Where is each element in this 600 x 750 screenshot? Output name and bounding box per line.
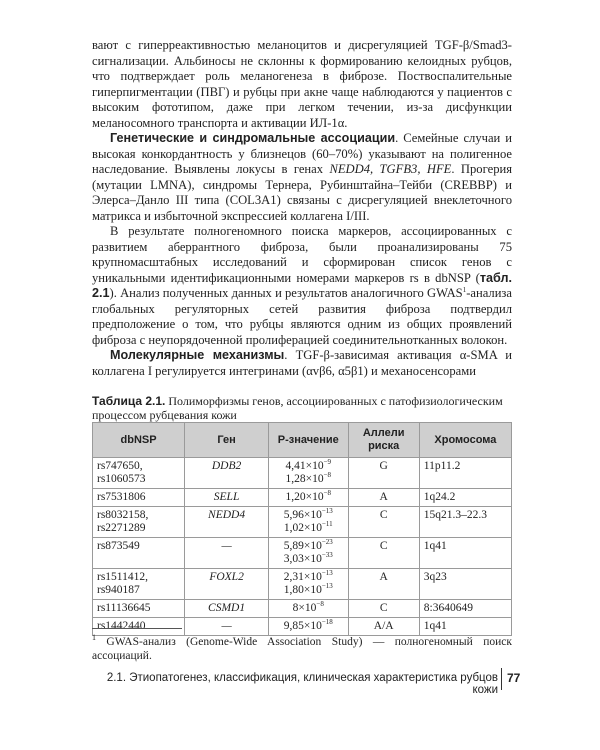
cell-chromosome: 15q21.3–22.3: [419, 507, 511, 538]
cell-risk-allele: A: [348, 489, 419, 507]
p-value: [273, 522, 344, 535]
cell-p-value: [268, 538, 348, 569]
header-dbnsp: dbNSP: [93, 423, 185, 458]
table-row: [93, 489, 512, 507]
cell-dbnsp: [93, 489, 185, 507]
paragraph-4-text: . TGF-β-зависимая активация α-SMA и коллагена I регулируется интегринами (αvβ6, α5β1) и механосенсорами: [92, 348, 512, 378]
p-value-exponent: −23: [321, 538, 333, 547]
snp-id: rs7531806: [97, 491, 146, 503]
p-value: [273, 620, 344, 633]
cell-dbnsp: [93, 507, 185, 538]
footer-divider: [501, 668, 502, 690]
cell-gene: CSMD1: [185, 600, 269, 618]
paragraph-3: [92, 224, 512, 348]
table-row: [93, 507, 512, 538]
p-value-exponent: −13: [321, 507, 333, 516]
p-value-exponent: −11: [321, 520, 333, 529]
p-value-mantissa: 1,80×10: [283, 584, 322, 596]
paragraph-2-genes: NEDD4, TGFB3, HFE: [329, 162, 452, 176]
snp-id: rs11136645: [97, 602, 151, 614]
p-value-exponent: −13: [321, 569, 333, 578]
cell-dbnsp: [93, 458, 185, 489]
paragraph-2: [92, 131, 512, 224]
p-value-exponent: −13: [321, 582, 333, 591]
paragraph-2-text-a: . Семейные случаи и высокая конкордантность у близнецов (60–70%) указывают на полигенное наследование. Выявлены локусы в генах: [92, 131, 513, 176]
snp-id: rs747650,: [97, 460, 143, 472]
cell-p-value: [268, 569, 348, 600]
p-value: [273, 473, 344, 486]
snp-id: rs940187: [97, 584, 140, 596]
snp-id: rs8032158,: [97, 509, 149, 521]
footnote-mark: 1: [92, 633, 96, 643]
cell-p-value: [268, 618, 348, 636]
paragraph-3-text-c: -анализа глобальных регуляторных сетей развития фиброза подтвердил предположение о том, что рубцы являются одним из общих проявлений фиброза с неупорядоченной пролиферацией соединительнотканных волокон.: [92, 286, 512, 347]
p-value-mantissa: 9,85×10: [283, 620, 322, 632]
table-row: [93, 569, 512, 600]
cell-p-value: [268, 489, 348, 507]
paragraph-1: вают с гиперреактивностью меланоцитов и дисрегуляцией TGF-β/Smad3-сигнализации. Альбиносы не склонны к формированию келоидных рубцов, что подтверждает роль меланогенеза в фиброзе. Поствоспалительные гиперпигментации (ПВГ) и рубцы при акне чаще наблюдаются у пациентов с высоким фототипом, даже при легком течении, из-за дисфункции меланосомного транспорта и активации ИЛ-1α.: [92, 38, 512, 130]
cell-risk-allele: G: [348, 458, 419, 489]
header-chromosome: Хромосома: [419, 423, 511, 458]
table-reference: табл. 2.1: [92, 270, 512, 300]
p-value: [273, 553, 344, 566]
cell-risk-allele: C: [348, 600, 419, 618]
snp-id: rs873549: [97, 540, 140, 552]
table-caption-label: Таблица 2.1.: [92, 394, 166, 408]
p-value-mantissa: 4,41×10: [285, 460, 324, 472]
cell-chromosome: 1q41: [419, 618, 511, 636]
p-value-mantissa: 8×10: [292, 602, 317, 614]
cell-gene: NEDD4: [185, 507, 269, 538]
p-value-mantissa: 2,31×10: [283, 571, 322, 583]
cell-chromosome: 1q41: [419, 538, 511, 569]
cell-p-value: [268, 458, 348, 489]
cell-risk-allele: A/A: [348, 618, 419, 636]
table-caption: [92, 394, 512, 422]
cell-chromosome: 8:3640649: [419, 600, 511, 618]
p-value-exponent: −8: [323, 471, 332, 480]
paragraph-3-text-b: ). Анализ полученных данных и результатов аналогичного GWAS: [109, 286, 463, 300]
table-row: [93, 618, 512, 636]
footnote-divider: [92, 628, 182, 629]
cell-dbnsp: [93, 538, 185, 569]
p-value-mantissa: 1,20×10: [285, 491, 324, 503]
cell-risk-allele: C: [348, 507, 419, 538]
running-title: 2.1. Этиопатогенез, классификация, клиническая характеристика рубцов кожи: [106, 672, 498, 696]
snp-id: rs2271289: [97, 522, 146, 534]
p-value-exponent: −9: [323, 458, 332, 467]
cell-dbnsp: [93, 569, 185, 600]
table-caption-text: Полиморфизмы генов, ассоциированных с патофизиологическим процессом рубцевания кожи: [92, 394, 503, 422]
table-body: [93, 458, 512, 636]
p-value-mantissa: 3,03×10: [283, 553, 322, 565]
cell-chromosome: 1q24.2: [419, 489, 511, 507]
p-value: [273, 602, 344, 615]
header-p-value: Р-значение: [268, 423, 348, 458]
snp-id: rs1060573: [97, 473, 146, 485]
cell-gene: SELL: [185, 489, 269, 507]
p-value-mantissa: 5,89×10: [283, 540, 322, 552]
paragraph-2-text-b: . Прогерия (мутации LMNA), синдромы Тернера, Рубинштайна–Тейби (CREBBP) и Элерса–Данло III типа (COL3A1) связаны с дисрегуляцией внеклеточного матрикса и избыточной экспрессией коллагена I/III.: [92, 162, 513, 223]
p-value-exponent: −8: [323, 489, 332, 498]
section-lead-genetic: Генетические и синдромальные ассоциации: [110, 131, 396, 145]
footnote-ref: 1: [462, 285, 467, 294]
cell-gene: —: [185, 538, 269, 569]
page-number: 77: [507, 671, 521, 685]
footnote-text: GWAS-анализ (Genome-Wide Association Study) — полногеномный поиск ассоциаций.: [92, 636, 512, 662]
p-value-exponent: −8: [316, 600, 324, 609]
p-value-exponent: −18: [321, 618, 333, 627]
table-row: [93, 458, 512, 489]
cell-p-value: [268, 600, 348, 618]
snp-id: rs1442440: [97, 620, 146, 632]
footnote: [92, 635, 512, 663]
cell-chromosome: 3q23: [419, 569, 511, 600]
p-value-mantissa: 1,02×10: [283, 522, 322, 534]
paragraph-3-text-a: В результате полногеномного поиска маркеров, ассоциированных с развитием аберрантного фиброза, были проанализированы 75 крупномасштабных исследований и сформирован список генов с уникальными идентификационными номерами маркеров rs в dbNSP (: [92, 224, 512, 285]
table-header-row: [93, 423, 512, 458]
cell-dbnsp: [93, 600, 185, 618]
p-value-exponent: −33: [321, 551, 333, 560]
header-risk-alleles: Аллели риска: [348, 423, 419, 458]
p-value-mantissa: 1,28×10: [285, 473, 324, 485]
table-row: [93, 538, 512, 569]
cell-gene: —: [185, 618, 269, 636]
cell-gene: FOXL2: [185, 569, 269, 600]
cell-chromosome: 11p11.2: [419, 458, 511, 489]
cell-dbnsp: [93, 618, 185, 636]
p-value-mantissa: 5,96×10: [283, 509, 322, 521]
cell-risk-allele: A: [348, 569, 419, 600]
cell-gene: DDB2: [185, 458, 269, 489]
table-row: [93, 600, 512, 618]
p-value: [273, 584, 344, 597]
gene-polymorphism-table: [92, 422, 512, 636]
paragraph-4: [92, 348, 512, 379]
cell-p-value: [268, 507, 348, 538]
snp-id: rs1511412,: [97, 571, 149, 583]
p-value: [273, 491, 344, 504]
cell-risk-allele: C: [348, 538, 419, 569]
section-lead-molecular: Молекулярные механизмы: [110, 348, 285, 362]
p-value: [273, 460, 344, 473]
header-gene: Ген: [185, 423, 269, 458]
body-text: [92, 38, 512, 379]
